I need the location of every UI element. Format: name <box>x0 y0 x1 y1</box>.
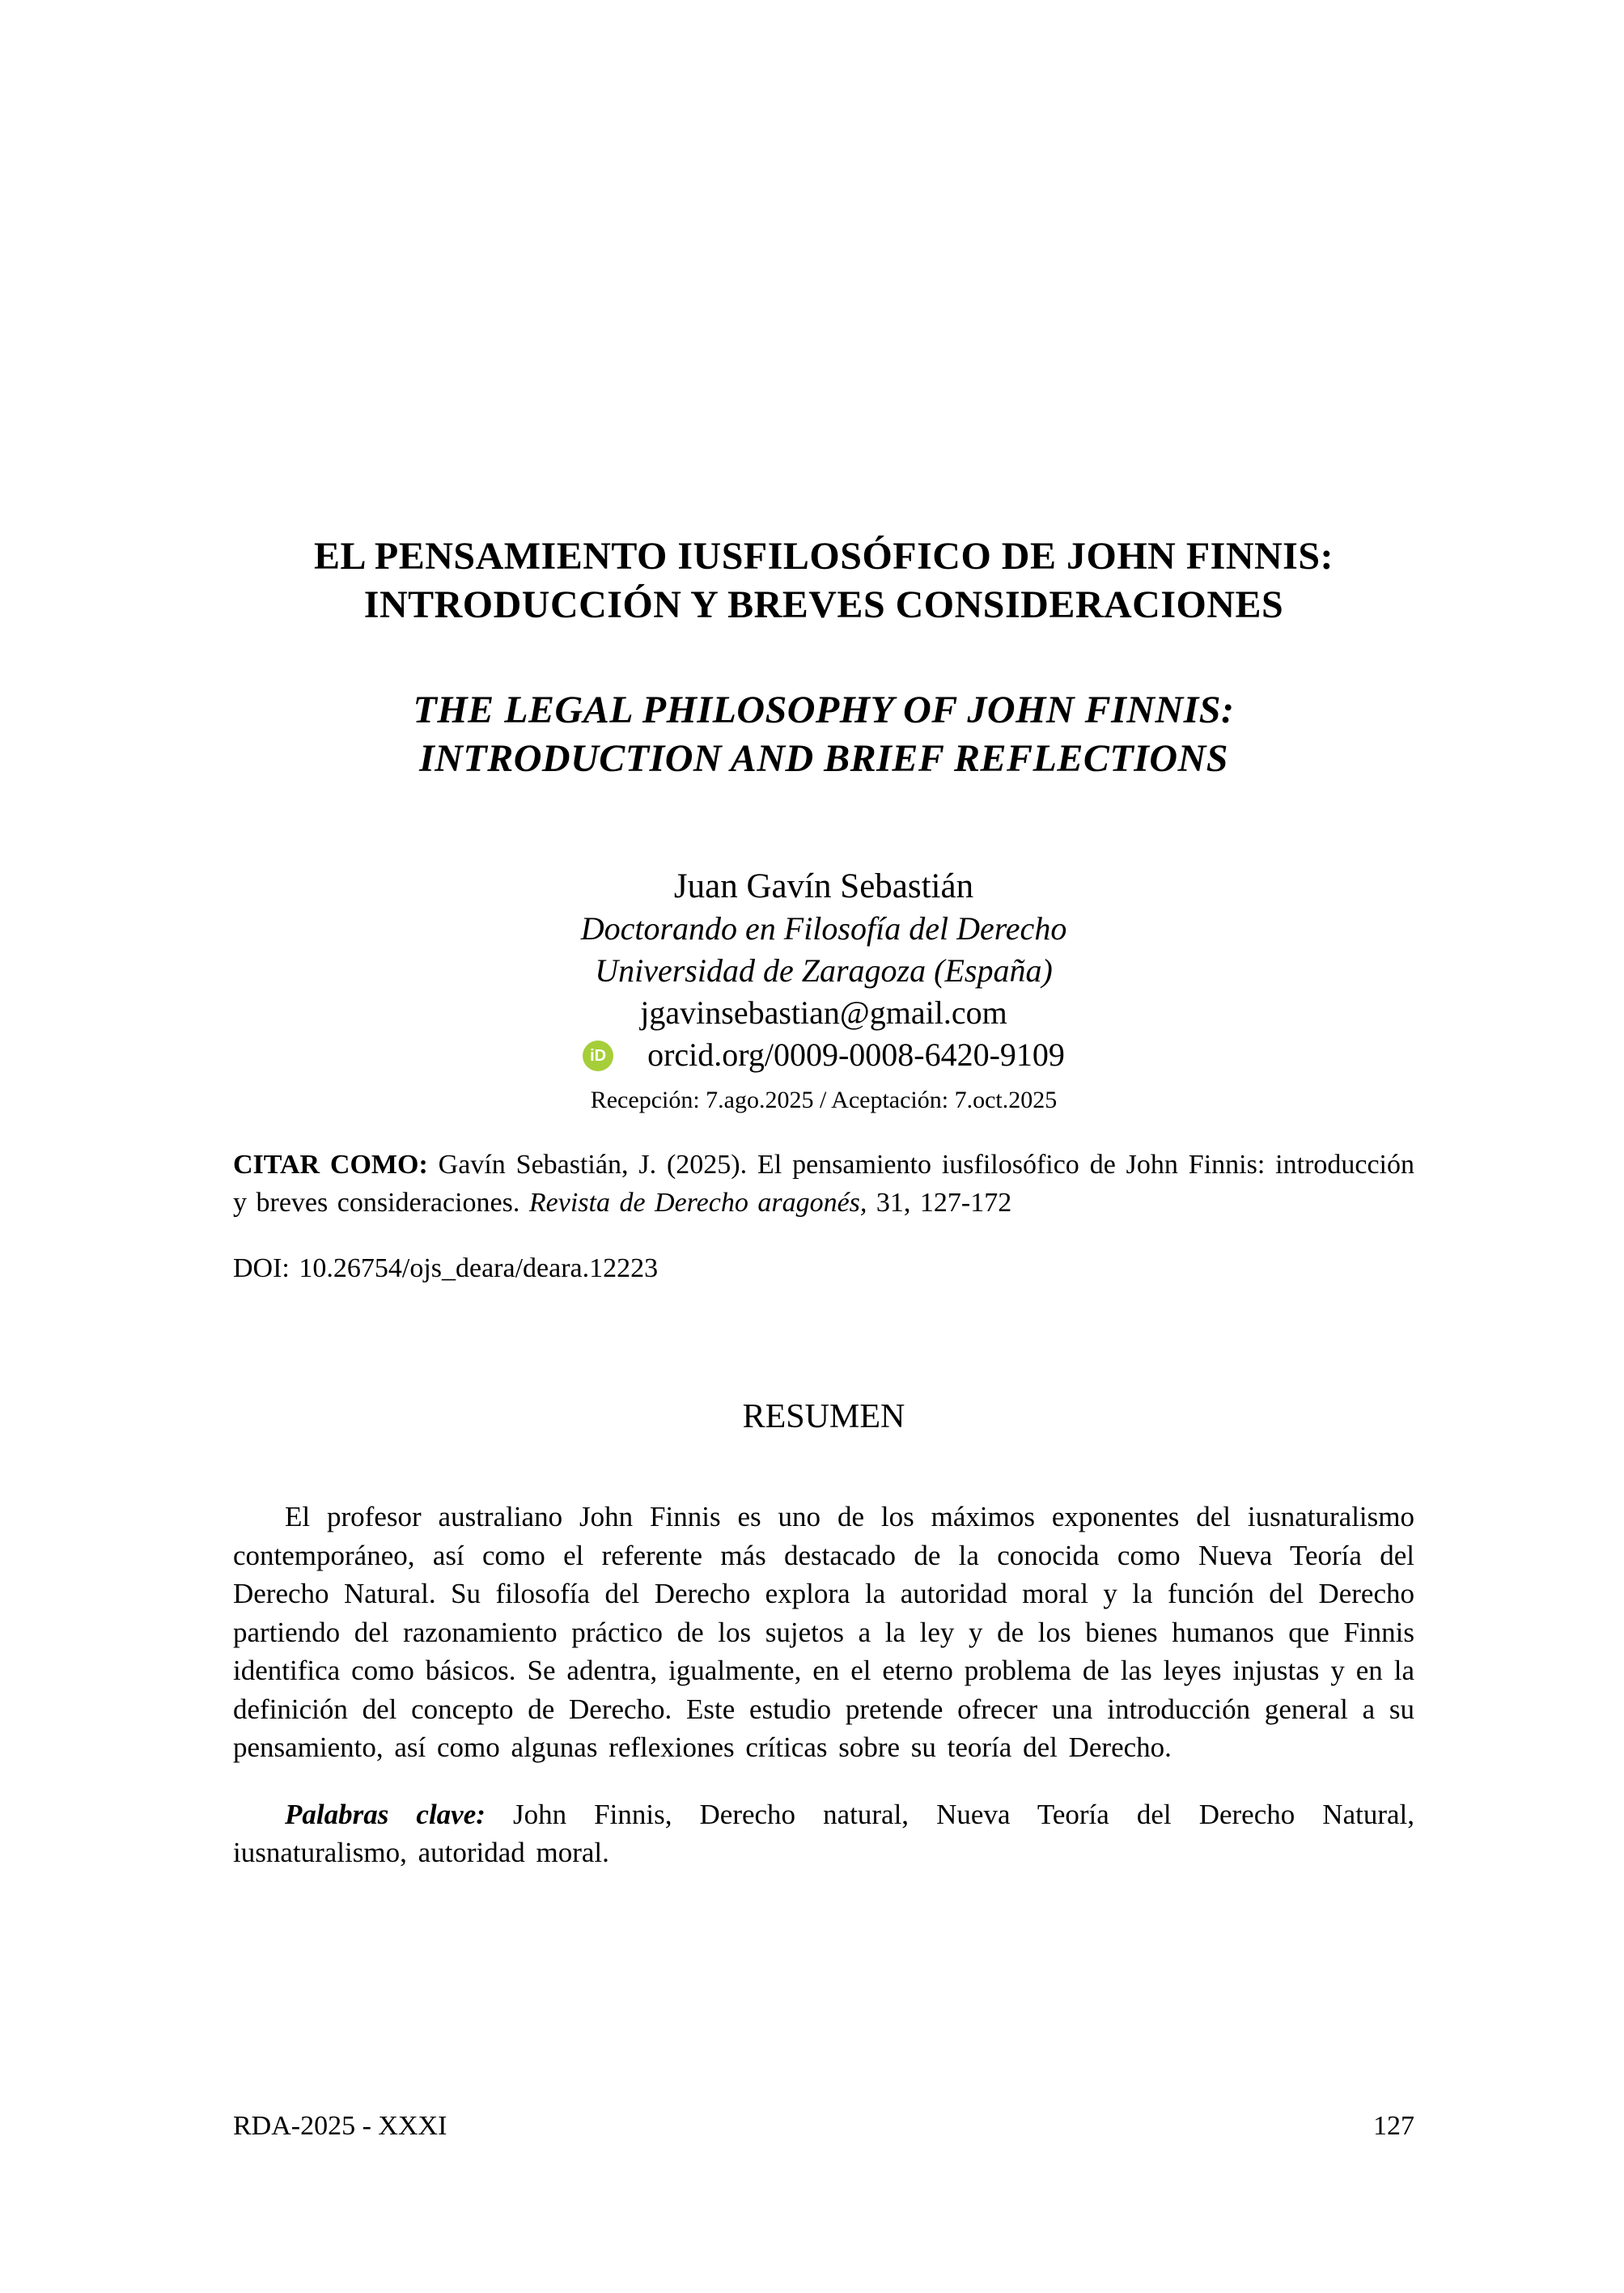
footer-journal-ref: RDA-2025 - XXXI <box>233 2111 447 2141</box>
english-title-line1: THE LEGAL PHILOSOPHY OF JOHN FINNIS: <box>413 689 1235 731</box>
doi-line: DOI: 10.26754/ojs_deara/deara.12223 <box>233 1253 659 1283</box>
author-name: Juan Gavín Sebastián <box>673 867 974 905</box>
citation-text-part1: Gavín Sebastián, J. (2025). El pensamiento iusfilosófico de John Finnis: introducción y breves consideraciones. <box>233 1150 1414 1218</box>
keywords-label: Palabras clave: <box>285 1798 486 1830</box>
citation-text-part2: 31, 127-172 <box>867 1188 1012 1218</box>
main-title-line2: INTRODUCCIÓN Y BREVES CONSIDERACIONES <box>363 583 1284 626</box>
page-footer <box>233 2110 1414 2143</box>
orcid-url[interactable]: orcid.org/0009-0008-6420-9109 <box>647 1036 1065 1073</box>
author-role: Doctorando en Filosofía del Derecho <box>580 910 1067 947</box>
abstract-paragraph: El profesor australiano John Finnis es uno de los máximos exponentes del iusnaturalismo contemporáneo, así como el referente más destacado de la conocida como Nueva Teoría del Derecho Natural. Su filosofía del Derecho explora la autoridad moral y la función del Derecho partiendo del razonamiento práctico de los sujetos a la ley y de los bienes humanos que Finnis identifica como básicos. Se adentra, igualmente, en el eterno problema de las leyes injustas y en la definición del concepto de Derecho. Este estudio pretende ofrecer una introducción general a su pensamiento, así como algunas reflexiones críticas sobre su teoría del Derecho. <box>233 1501 1414 1763</box>
keywords-paragraph <box>233 1795 1414 1872</box>
orcid-icon: iD <box>583 1041 613 1071</box>
abstract-heading: RESUMEN <box>742 1398 905 1435</box>
main-title-spanish <box>233 532 1414 629</box>
orcid-row <box>233 1034 1414 1076</box>
footer-page-number: 127 <box>1373 2111 1414 2141</box>
reception-acceptance-dates: Recepción: 7.ago.2025 / Aceptación: 7.oct.2025 <box>590 1087 1058 1113</box>
journal-name: Revista de Derecho aragonés, <box>528 1188 867 1218</box>
author-email[interactable]: jgavinsebastian@gmail.com <box>640 994 1007 1031</box>
english-title-line2: INTRODUCTION AND BRIEF REFLECTIONS <box>419 737 1228 780</box>
cite-as-label: CITAR COMO: <box>233 1150 428 1180</box>
main-title-line1: EL PENSAMIENTO IUSFILOSÓFICO DE JOHN FINNIS: <box>313 535 1334 578</box>
page-content <box>233 0 1414 1901</box>
author-affiliation: Universidad de Zaragoza (España) <box>595 952 1053 989</box>
main-title-english <box>233 686 1414 783</box>
citation-paragraph <box>233 1146 1414 1222</box>
keywords-text: John Finnis, Derecho natural, Nueva Teoría del Derecho Natural, iusnaturalismo, autoridad moral. <box>233 1798 1415 1868</box>
